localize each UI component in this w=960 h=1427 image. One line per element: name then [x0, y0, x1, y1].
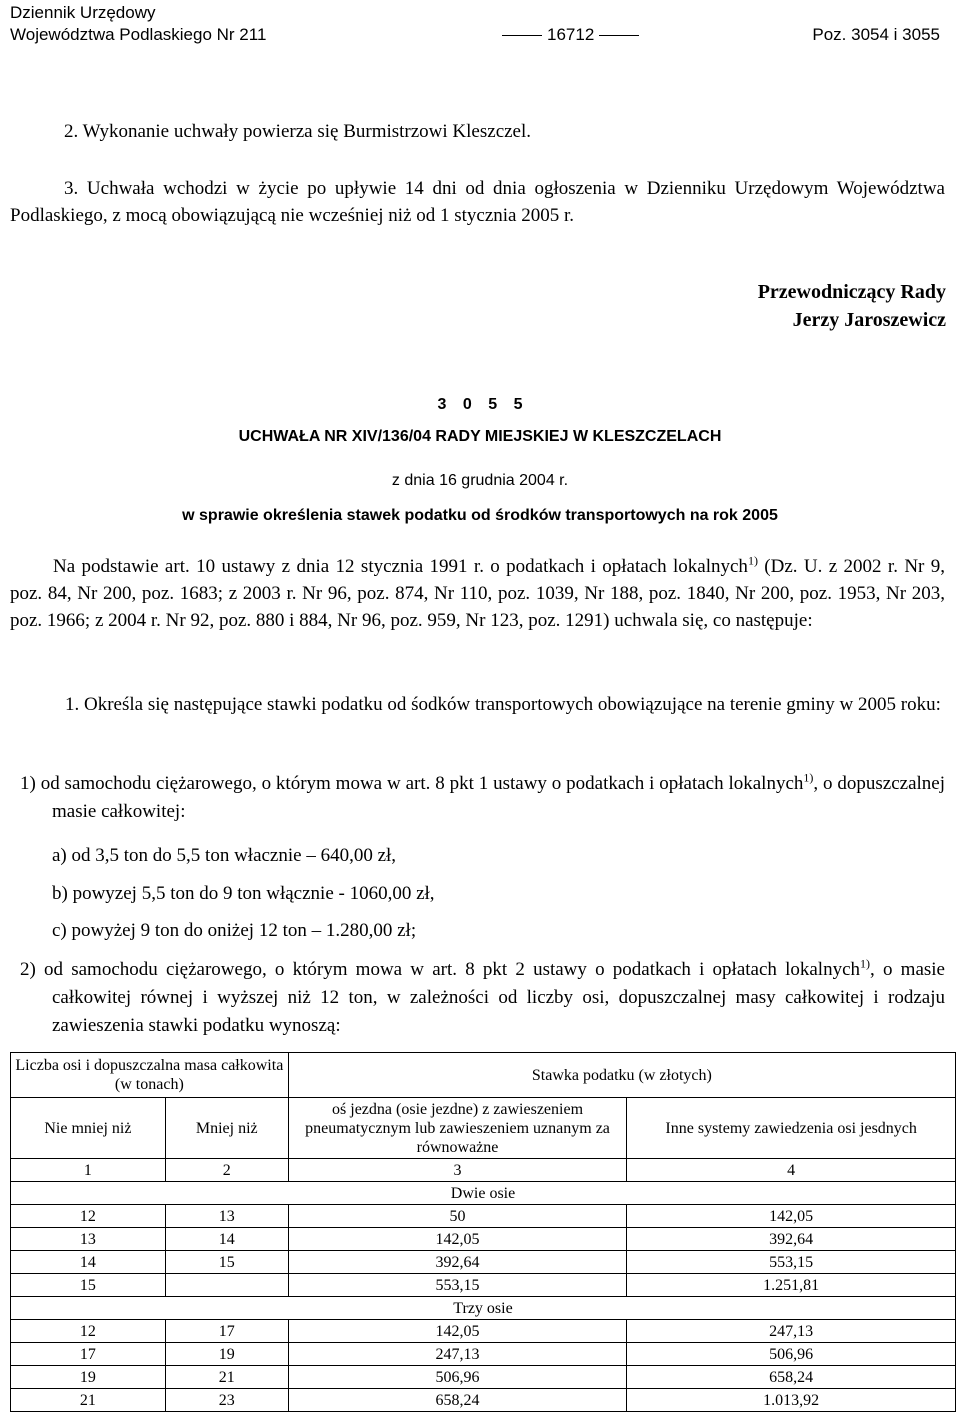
table-cell: 15: [11, 1274, 166, 1297]
position-numbers: Poz. 3054 i 3055: [812, 25, 940, 44]
signature-name: Jerzy Jaroszewicz: [792, 309, 946, 331]
table-cell: 247,13: [288, 1343, 627, 1366]
header-rate: Stawka podatku (w złotych): [288, 1053, 955, 1098]
table-cell: 12: [11, 1320, 166, 1343]
act-number: 3 0 5 5: [437, 396, 523, 413]
table-cell: 506,96: [627, 1343, 956, 1366]
paragraph-1: 1. Określa się następujące stawki podatku od śodków transportowych obowiązujące na terenie gminy w 2005 roku:: [65, 694, 941, 715]
table-row: [11, 1205, 956, 1228]
table-row: [11, 1343, 956, 1366]
signature-block: [758, 278, 946, 334]
table-cell: 23: [165, 1389, 288, 1412]
table-cell: 21: [11, 1389, 166, 1412]
table-cell: 1.251,81: [627, 1274, 956, 1297]
table-cell: [165, 1274, 288, 1297]
table-cell: 658,24: [288, 1389, 627, 1412]
table-header-row: [11, 1053, 956, 1098]
tax-rate-table: [10, 1052, 956, 1412]
table-cell: 658,24: [627, 1366, 956, 1389]
point-1c: c) powyżej 9 ton do oniżej 12 ton – 1.280,00 zł;: [52, 920, 417, 941]
header-min: Nie mniej niż: [11, 1098, 166, 1159]
point-2: 2) od samochodu ciężarowego, o którym mowa w art. 8 pkt 2 ustawy o podatkach i opłatach lokalnych$^{1)}$, o masie całkowitej równej i wyższej niż 12 ton, w zależności od liczby osi, dopuszczalnej masy całkowitej i rodzaju zawieszenia stawki podatku wynoszą:: [20, 956, 945, 1036]
table-cell: 14: [165, 1228, 288, 1251]
table-row: [11, 1274, 956, 1297]
table-cell: 392,64: [627, 1228, 956, 1251]
table-cell: 21: [165, 1366, 288, 1389]
point-1a: a) od 3,5 ton do 5,5 ton włacznie – 640,00 zł,: [52, 845, 397, 866]
table-row: [11, 1228, 956, 1251]
header-other-suspension: Inne systemy zawiedzenia osi jesdnych: [627, 1098, 956, 1159]
preamble: Na podstawie art. 10 ustawy z dnia 12 stycznia 1991 r. o podatkach i opłatach lokalnych$^{1)}$ (Dz. U. z 2002 r. Nr 9, poz. 84, Nr 200, poz. 1683; z 2003 r. Nr 96, poz. 874, Nr 110, poz. 1039, Nr 188, poz. 1840, Nr 200, poz. 1953, Nr 203, poz. 1966; z 2004 r. Nr 92, poz. 880 i 884, Nr 96, poz. 959, Nr 123, poz. 1291) uchwala się, co następuje:: [10, 553, 945, 631]
table-row: [11, 1366, 956, 1389]
table-cell: 15: [165, 1251, 288, 1274]
act-date: z dnia 16 grudnia 2004 r.: [391, 472, 569, 489]
table-cell: 19: [11, 1366, 166, 1389]
table-cell: 553,15: [288, 1274, 627, 1297]
table-cell: 142,05: [288, 1320, 627, 1343]
table-cell: 392,64: [288, 1251, 627, 1274]
table-cell: 17: [11, 1343, 166, 1366]
journal-region: Województwa Podlaskiego Nr 211: [10, 25, 267, 44]
table-row: [11, 1251, 956, 1274]
column-number-row: 1 2 3 4: [11, 1159, 956, 1182]
table-cell: 506,96: [288, 1366, 627, 1389]
group-label-row: [11, 1297, 956, 1320]
page-number: 16712: [497, 24, 644, 46]
table-cell: 247,13: [627, 1320, 956, 1343]
table-row: [11, 1389, 956, 1412]
paragraph-3: 3. Uchwała wchodzi w życie po upływie 14 dni od dnia ogłoszenia w Dzienniku Urzędowym Województwa Podlaskiego, z mocą obowiązującą nie wcześniej niż od 1 stycznia 2005 r.: [10, 178, 945, 226]
group-label: Trzy osie: [11, 1297, 956, 1320]
table-cell: 12: [11, 1205, 166, 1228]
table-row: [11, 1320, 956, 1343]
table-cell: 1.013,92: [627, 1389, 956, 1412]
group-label: Dwie osie: [11, 1182, 956, 1205]
table-cell: 50: [288, 1205, 627, 1228]
paragraph-2: 2. Wykonanie uchwały powierza się Burmistrzowi Kleszczel.: [64, 121, 532, 142]
table-cell: 14: [11, 1251, 166, 1274]
table-cell: 13: [11, 1228, 166, 1251]
table-cell: 19: [165, 1343, 288, 1366]
act-subject: w sprawie określenia stawek podatku od środków transportowych na rok 2005: [182, 507, 778, 524]
point-1: 1) od samochodu ciężarowego, o którym mowa w art. 8 pkt 1 ustawy o podatkach i opłatach lokalnych$^{1)}$, o dopuszczalnej masie całkowitej:: [20, 770, 945, 822]
journal-title: Dziennik Urzędowy: [10, 3, 156, 22]
header-axles: Liczba osi i dopuszczalna masa całkowita (w tonach): [11, 1053, 289, 1098]
act-title: UCHWAŁA NR XIV/136/04 RADY MIEJSKIEJ W KLESZCZELACH: [238, 428, 722, 445]
table-cell: 142,05: [288, 1228, 627, 1251]
page-header: [10, 2, 940, 46]
signature-title: Przewodniczący Rady: [757, 281, 946, 303]
table-cell: 13: [165, 1205, 288, 1228]
point-1b: b) powyzej 5,5 ton do 9 ton włącznie - 1060,00 zł,: [52, 883, 435, 904]
group-label-row: [11, 1182, 956, 1205]
table-cell: 17: [165, 1320, 288, 1343]
table-cell: 142,05: [627, 1205, 956, 1228]
header-air-suspension: oś jezdna (osie jezdne) z zawieszeniem pneumatycznym lub zawieszeniem uznanym za równoważne: [288, 1098, 627, 1159]
header-max: Mniej niż: [165, 1098, 288, 1159]
table-cell: 553,15: [627, 1251, 956, 1274]
table-subheader-row: [11, 1098, 956, 1159]
